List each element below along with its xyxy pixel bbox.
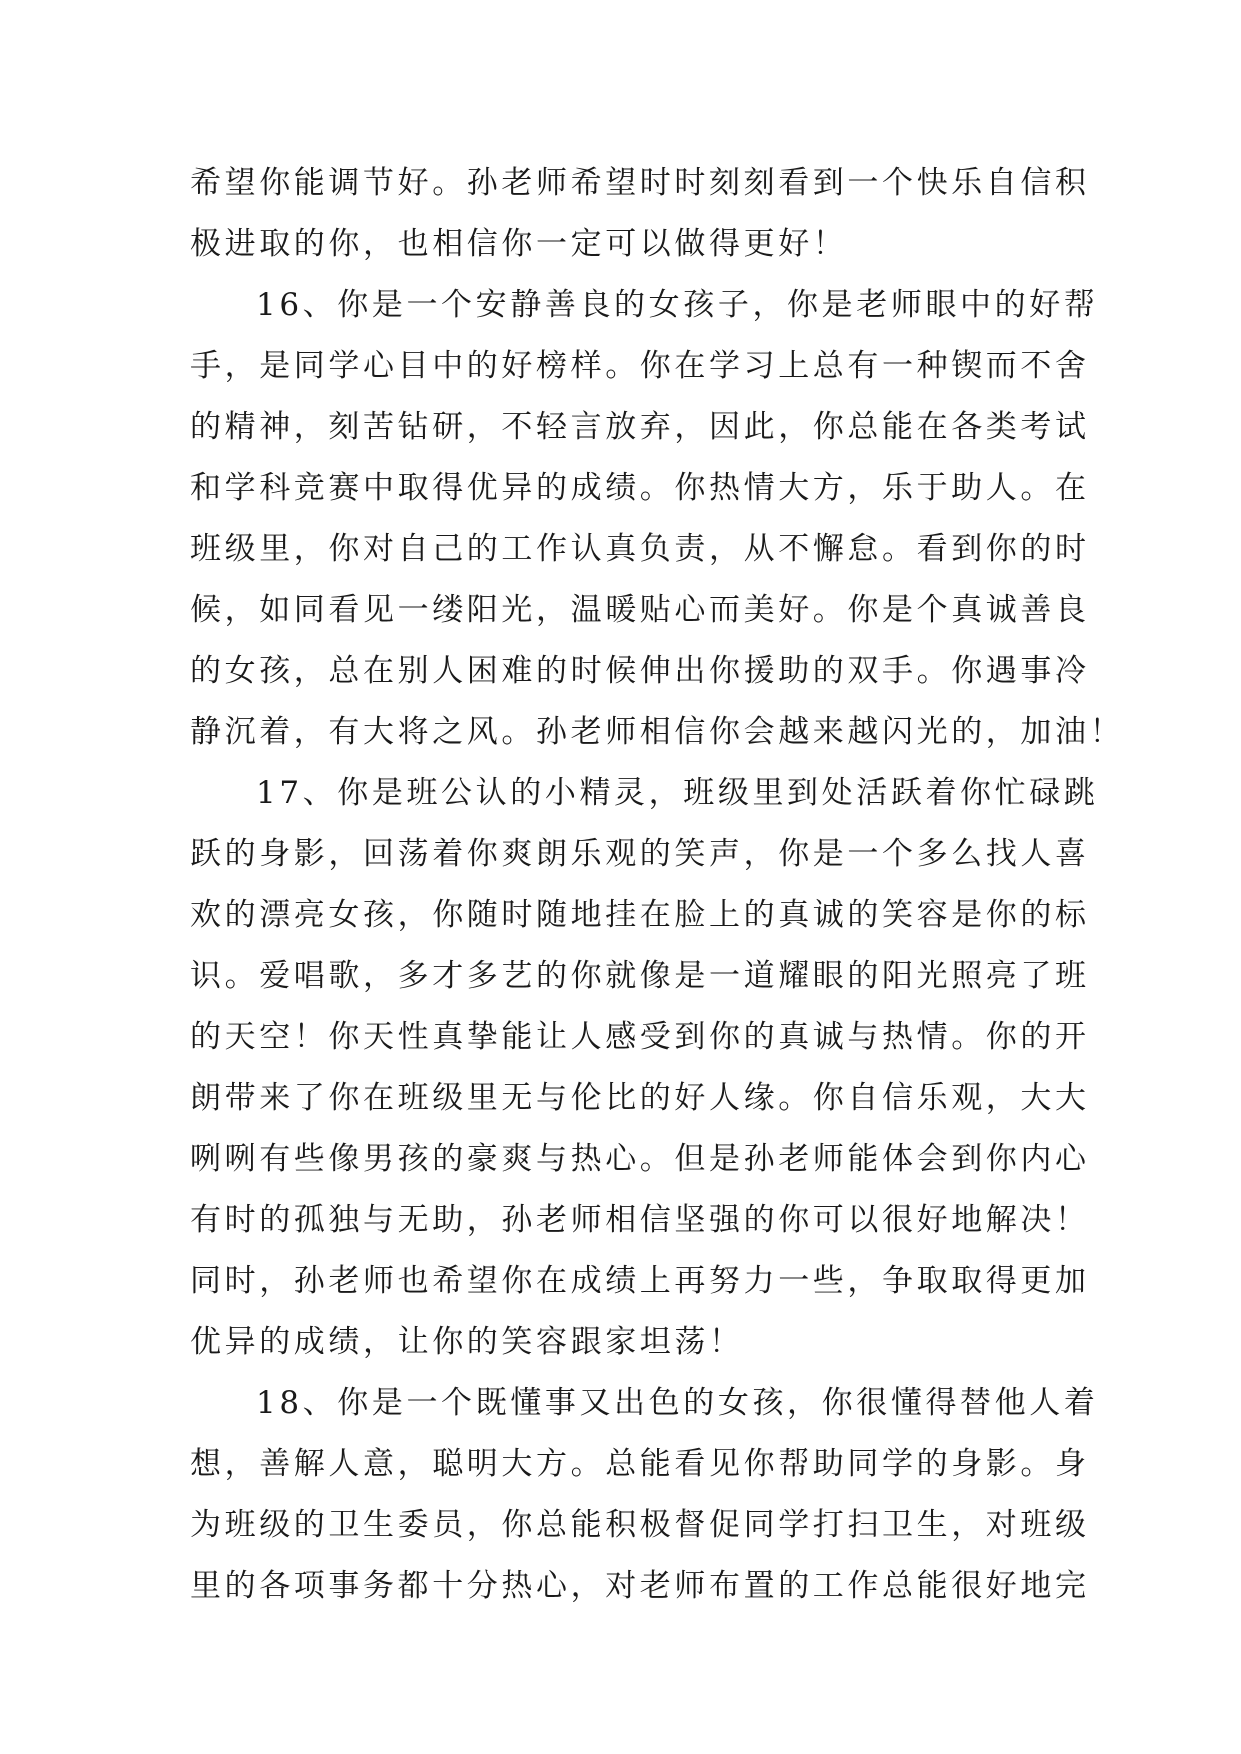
text-line: 跃的身影，回荡着你爽朗乐观的笑声，你是一个多么找人喜 (190, 836, 1090, 872)
text-line: 手，是同学心目中的好榜样。你在学习上总有一种锲而不舍 (190, 348, 1090, 384)
paragraph-start-16: 16、你是一个安静善良的女孩子，你是老师眼中的好帮 (256, 287, 1099, 323)
text-line: 班级里，你对自己的工作认真负责，从不懈怠。看到你的时 (190, 531, 1090, 567)
text-line: 和学科竞赛中取得优异的成绩。你热情大方，乐于助人。在 (190, 470, 1090, 506)
text-line: 为班级的卫生委员，你总能积极督促同学打扫卫生，对班级 (190, 1507, 1090, 1543)
paragraph-start-18: 18、你是一个既懂事又出色的女孩，你很懂得替他人着 (256, 1385, 1099, 1421)
paragraph-start-17: 17、你是班公认的小精灵，班级里到处活跃着你忙碌跳 (256, 775, 1099, 811)
text-line: 的女孩，总在别人困难的时候伸出你援助的双手。你遇事冷 (190, 653, 1090, 689)
text-line: 的天空！你天性真挚能让人感受到你的真诚与热情。你的开 (190, 1019, 1090, 1055)
text-line: 识。爱唱歌，多才多艺的你就像是一道耀眼的阳光照亮了班 (190, 958, 1090, 994)
text-line: 想，善解人意，聪明大方。总能看见你帮助同学的身影。身 (190, 1446, 1090, 1482)
document-body (190, 153, 1125, 1617)
text-line: 同时，孙老师也希望你在成绩上再努力一些，争取取得更加 (190, 1263, 1090, 1299)
text-line: 朗带来了你在班级里无与伦比的好人缘。你自信乐观，大大 (190, 1080, 1090, 1116)
text-line: 极进取的你，也相信你一定可以做得更好！ (190, 226, 848, 262)
text-line: 候，如同看见一缕阳光，温暖贴心而美好。你是个真诚善良 (190, 592, 1090, 628)
text-line: 欢的漂亮女孩，你随时随地挂在脸上的真诚的笑容是你的标 (190, 897, 1090, 933)
text-line: 里的各项事务都十分热心，对老师布置的工作总能很好地完 (190, 1568, 1090, 1604)
text-line: 咧咧有些像男孩的豪爽与热心。但是孙老师能体会到你内心 (190, 1141, 1090, 1177)
text-line: 有时的孤独与无助，孙老师相信坚强的你可以很好地解决！ (190, 1202, 1090, 1238)
text-line: 静沉着，有大将之风。孙老师相信你会越来越闪光的，加油！ (190, 714, 1125, 750)
text-line: 优异的成绩，让你的笑容跟家坦荡！ (190, 1324, 744, 1360)
text-line: 希望你能调节好。孙老师希望时时刻刻看到一个快乐自信积 (190, 165, 1090, 201)
text-line: 的精神，刻苦钻研，不轻言放弃，因此，你总能在各类考试 (190, 409, 1090, 445)
